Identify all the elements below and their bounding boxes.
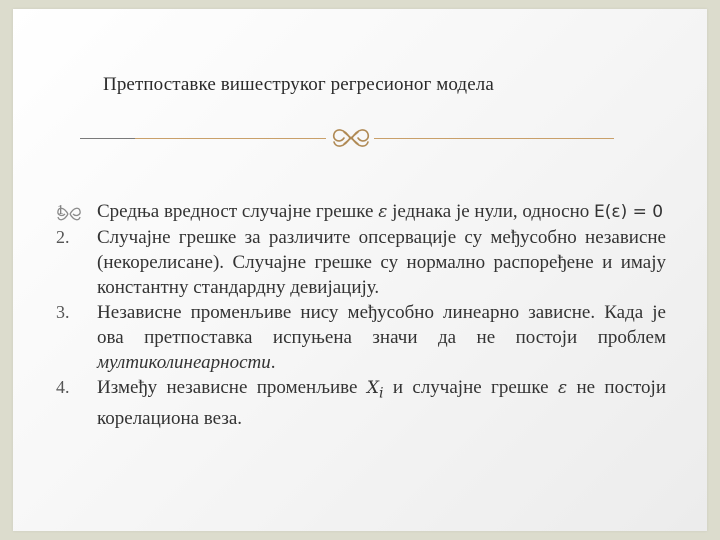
list-marker-4: 4. <box>56 377 70 397</box>
epsilon-symbol: ε <box>378 202 388 222</box>
list-marker-2: 2. <box>56 227 70 247</box>
list-item-2 <box>54 225 666 300</box>
list-item-text-2: Случајне грешке за различите опсервације су међусобно независне (некорелисане). Случајне грешке су нормално распоређене и имају константну стандардну девијацију. <box>97 227 666 298</box>
italic-term: мултиколинеарности <box>97 352 271 373</box>
variable-x: $X_i$ <box>366 378 384 402</box>
list-item-1 <box>54 199 666 225</box>
slide-title: Претпоставке вишеструког регресионог модела <box>103 74 494 95</box>
epsilon-symbol: ε <box>557 378 568 398</box>
divider-line-right <box>374 138 614 139</box>
decorative-swirl-icon <box>330 124 372 152</box>
list-item-4 <box>54 375 666 431</box>
divider-line-left-gray <box>80 138 135 139</box>
expectation-formula: E(ε) = 0 <box>594 202 664 222</box>
swirl-bullet-icon <box>56 205 82 223</box>
list-item-text-1: Средња вредност случајне грешке ε једнака је нули, односно E(ε) = 0 <box>97 201 664 222</box>
assumptions-list <box>54 199 666 431</box>
list-item-text-3: Независне променљиве нису међусобно линеарно зависне. Када је ова претпоставка испуњена значи да не постоји проблем мултиколинеарности. <box>97 302 666 373</box>
list-item-text-4: Између независне променљиве $X_i$ и случајне грешке ε не постоји корелациона веза. <box>97 377 666 430</box>
list-number-1: 1 <box>57 203 64 218</box>
list-item-3 <box>54 300 666 375</box>
list-marker-3: 3. <box>56 302 70 322</box>
